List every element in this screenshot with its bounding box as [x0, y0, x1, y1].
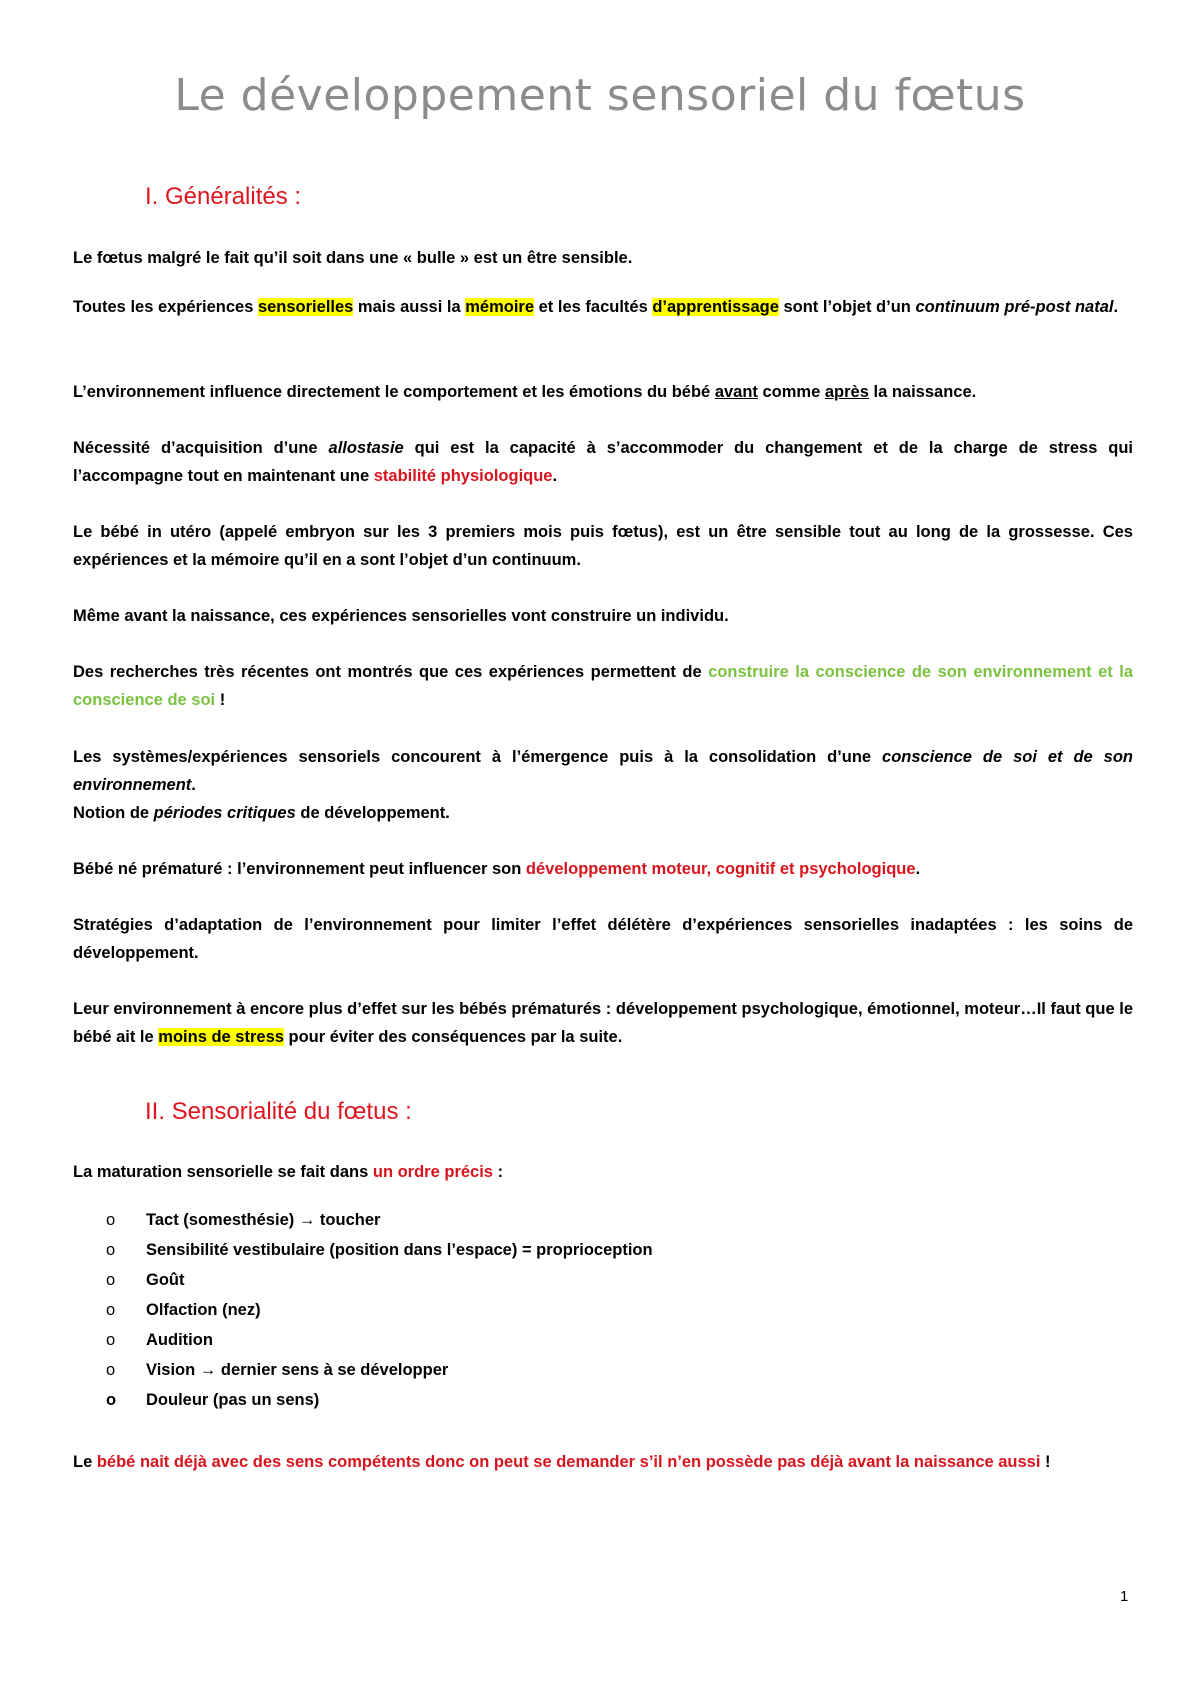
paragraph-8: Les systèmes/expériences sensoriels concourent à l’émergence puis à la consolidation d’une conscience de soi et de son environnement. Notion de périodes critiques de développement.: [73, 748, 1133, 822]
paragraph-10: Stratégies d’adaptation de l’environnement pour limiter l’effet délétère d’expériences sensorielles inadaptées : les soins de développement.: [73, 916, 1133, 962]
list-item: o Sensibilité vestibulaire (position dans l’espace) = proprioception: [73, 1235, 653, 1265]
section-heading-generalites: I. Généralités :: [145, 183, 302, 210]
list-item: o Olfaction (nez): [73, 1295, 653, 1325]
section-heading-sensorialite: II. Sensorialité du fœtus :: [145, 1098, 412, 1125]
bullet-icon: o: [106, 1301, 116, 1319]
bullet-icon: o: [106, 1391, 117, 1409]
paragraph-1: Le fœtus malgré le fait qu’il soit dans une « bulle » est un être sensible.: [73, 249, 633, 267]
bullet-icon: o: [106, 1241, 116, 1259]
senses-list: [73, 1205, 653, 1415]
paragraph-11: Leur environnement à encore plus d’effet sur les bébés prématurés : développement psychologique, émotionnel, moteur…Il faut que le bébé ait le moins de stress pour éviter des conséquences par la suite.: [73, 1000, 1133, 1046]
list-item: o Audition: [73, 1325, 653, 1355]
bullet-icon: o: [106, 1361, 116, 1379]
bullet-icon: o: [106, 1211, 116, 1229]
paragraph-5: Le bébé in utéro (appelé embryon sur les 3 premiers mois puis fœtus), est un être sensible tout au long de la grossesse. Ces expériences et la mémoire qu’il en a sont l’objet d’un continuum.: [73, 523, 1133, 569]
paragraph-3: L’environnement influence directement le comportement et les émotions du bébé avant comme après la naissance.: [73, 383, 977, 401]
list-item: o Tact (somesthésie) → toucher: [73, 1205, 653, 1235]
document-title: Le développement sensoriel du fœtus: [174, 70, 1026, 121]
list-item: o Goût: [73, 1265, 653, 1295]
list-item: o Vision → dernier sens à se développer: [73, 1355, 653, 1385]
paragraph-6: Même avant la naissance, ces expériences sensorielles vont construire un individu.: [73, 607, 729, 625]
page-number: 1: [1120, 1588, 1129, 1605]
paragraph-7: Des recherches très récentes ont montrés que ces expériences permettent de construire la conscience de son environnement et la conscience de soi !: [73, 663, 1133, 709]
bullet-icon: o: [106, 1271, 116, 1289]
paragraph-9: Bébé né prématuré : l’environnement peut influencer son développement moteur, cognitif et psychologique.: [73, 860, 921, 878]
paragraph-2: Toutes les expériences sensorielles mais aussi la mémoire et les facultés d’apprentissage sont l’objet d’un continuum pré-post natal.: [73, 298, 1119, 316]
paragraph-13: Le bébé nait déjà avec des sens compétents donc on peut se demander s’il n’en possède pas déjà avant la naissance aussi !: [73, 1453, 1051, 1471]
paragraph-12: La maturation sensorielle se fait dans un ordre précis :: [73, 1163, 504, 1181]
list-item: o Douleur (pas un sens): [73, 1385, 653, 1415]
bullet-icon: o: [106, 1331, 116, 1349]
paragraph-4: Nécessité d’acquisition d’une allostasie qui est la capacité à s’accommoder du changement et de la charge de stress qui l’accompagne tout en maintenant une stabilité physiologique.: [73, 439, 1134, 485]
